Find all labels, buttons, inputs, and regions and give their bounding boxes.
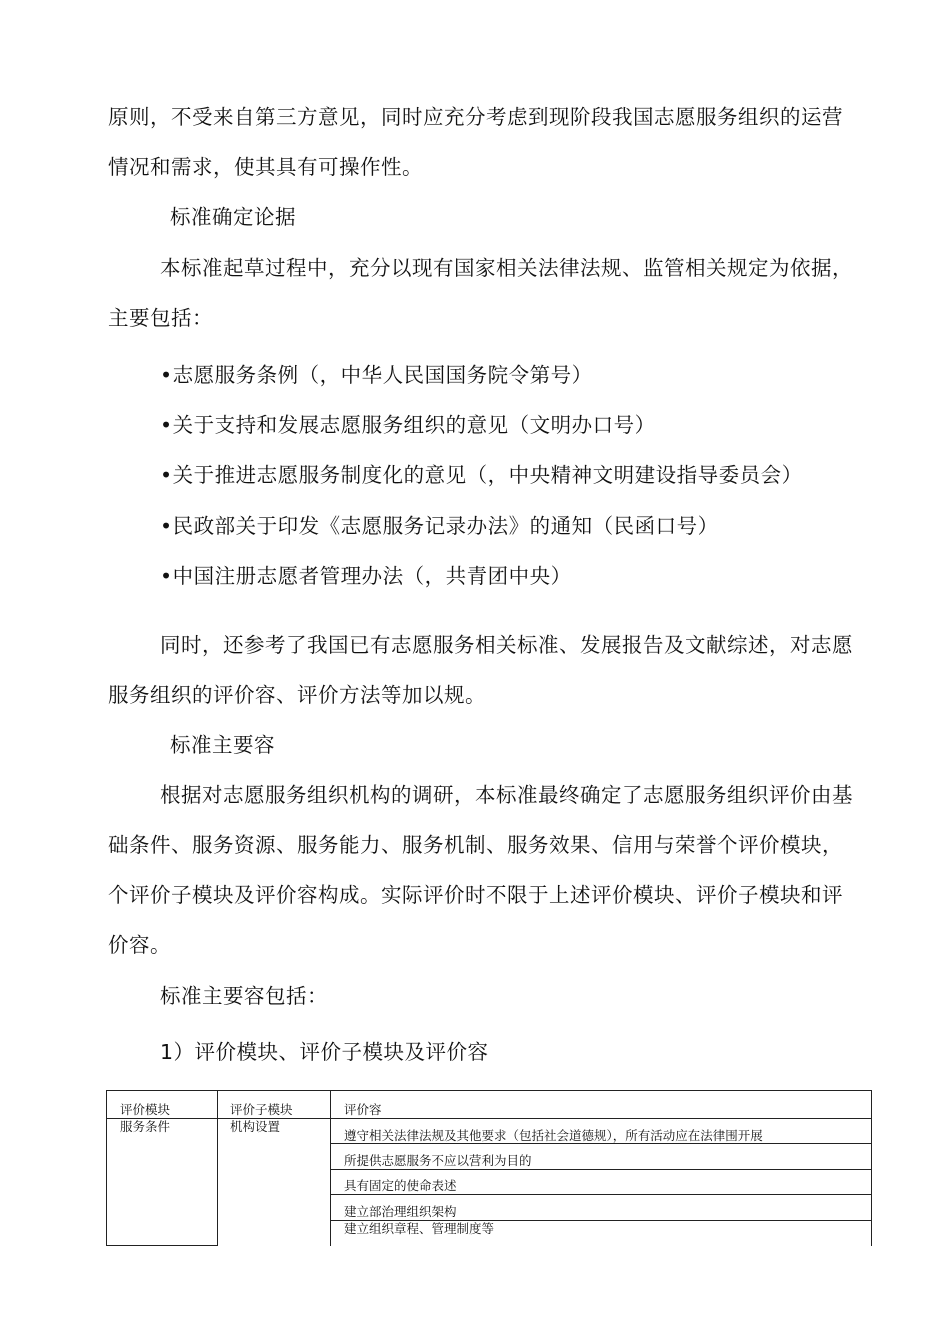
table-col-divider-2	[330, 1090, 331, 1246]
reference-item: •志愿服务条例（，中华人民国国务院令第号）	[160, 363, 593, 387]
paragraph-includes: 标准主要容包括：	[160, 984, 328, 1008]
paragraph-content-line-3: 个评价子模块及评价容构成。实际评价时不限于上述评价模块、评价子模块和评	[108, 883, 843, 907]
table-header-module: 评价模块	[120, 1102, 171, 1117]
table-caption: 1）评价模块、评价子模块及评价容	[160, 1040, 489, 1064]
paragraph-basis-line-1: 本标准起草过程中，充分以现有国家相关法律法规、监管相关规定为依据，	[160, 256, 853, 280]
table-row-rule	[330, 1169, 872, 1170]
evaluation-table	[106, 1090, 872, 1246]
paragraph-principle-line-1: 原则，不受来自第三方意见，同时应充分考虑到现阶段我国志愿服务组织的运营	[108, 105, 843, 129]
reference-item: •关于推进志愿服务制度化的意见（，中央精神文明建设指导委员会）	[160, 463, 803, 487]
table-cell-content: 建立组织章程、管理制度等	[344, 1221, 495, 1236]
reference-item: •关于支持和发展志愿服务组织的意见（文明办口号）	[160, 413, 656, 437]
table-row-rule	[330, 1194, 872, 1195]
table-row-rule	[330, 1143, 872, 1144]
paragraph-reference-line-1: 同时，还参考了我国已有志愿服务相关标准、发展报告及文献综述，对志愿	[160, 633, 853, 657]
table-cell-content: 建立部治理组织架构	[344, 1204, 457, 1219]
paragraph-reference-line-2: 服务组织的评价容、评价方法等加以规。	[108, 683, 486, 707]
table-border-top	[106, 1090, 872, 1091]
table-cell-content: 遵守相关法律法规及其他要求（包括社会道德规），所有活动应在法律围开展	[344, 1128, 763, 1143]
paragraph-basis-line-2: 主要包括：	[108, 306, 213, 330]
table-cell-module: 服务条件	[120, 1119, 171, 1134]
paragraph-content-line-1: 根据对志愿服务组织机构的调研，本标准最终确定了志愿服务组织评价由基	[160, 783, 853, 807]
table-border-left	[106, 1090, 107, 1246]
table-cell-submodule: 机构设置	[230, 1119, 281, 1134]
heading-basis: 标准确定论据	[170, 205, 296, 229]
table-header-submodule: 评价子模块	[230, 1102, 293, 1117]
table-cell-content: 具有固定的使命表述	[344, 1178, 457, 1193]
table-border-right	[871, 1090, 872, 1246]
heading-content: 标准主要容	[170, 733, 275, 757]
reference-item: •中国注册志愿者管理办法（，共青团中央）	[160, 564, 572, 588]
table-border-bottom-module	[106, 1245, 218, 1246]
paragraph-content-line-2: 础条件、服务资源、服务能力、服务机制、服务效果、信用与荣誉个评价模块，	[108, 833, 843, 857]
table-cell-content: 所提供志愿服务不应以营利为目的	[344, 1153, 532, 1168]
paragraph-content-line-4: 价容。	[108, 933, 171, 957]
reference-item: •民政部关于印发《志愿服务记录办法》的通知（民函口号）	[160, 514, 719, 538]
table-header-content: 评价容	[344, 1102, 382, 1117]
table-header-rule	[106, 1118, 872, 1119]
paragraph-principle-line-2: 情况和需求，使其具有可操作性。	[108, 155, 423, 179]
table-col-divider-1	[217, 1090, 218, 1246]
